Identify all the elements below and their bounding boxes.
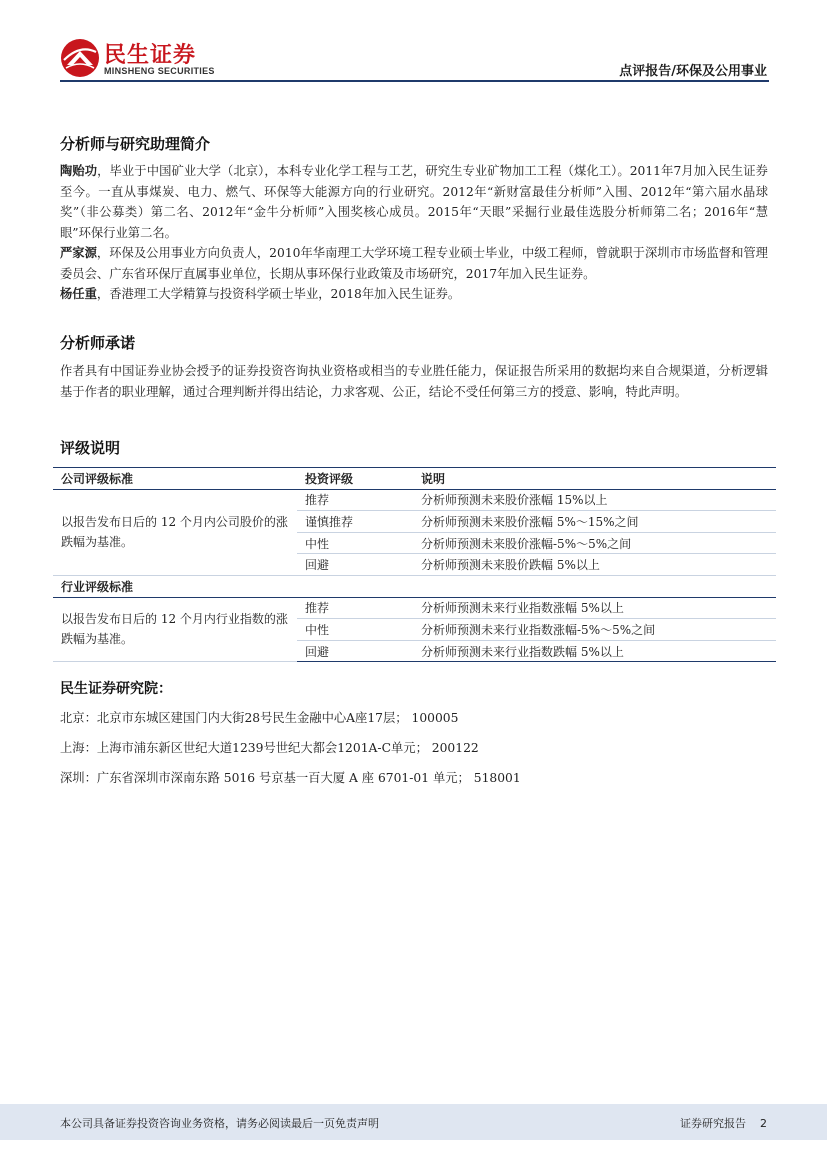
- analyst-text: ，香港理工大学精算与投资科学硕士毕业，2018年加入民生证券。: [96, 287, 461, 301]
- rating-cell: 推荐: [297, 489, 413, 511]
- analyst-bio: [60, 243, 768, 284]
- footer-doc-type: 证券研究报告: [680, 1117, 746, 1130]
- footer-right: [680, 1115, 767, 1131]
- blank-cell: [413, 575, 776, 597]
- page-number: 2: [760, 1117, 767, 1130]
- company-criteria-header: 公司评级标准: [53, 468, 297, 490]
- industry-basis: 以报告发布日后的 12 个月内行业指数的涨跌幅为基准。: [53, 597, 297, 662]
- commitment-paragraph: 作者具有中国证券业协会授予的证券投资咨询执业资格或相当的专业胜任能力，保证报告所采用的数据均来自合规渠道，分析逻辑基于作者的职业理解，通过合理判断并得出结论，力求客观、公正，结论不受任何第三方的授意、影响，特此声明。: [60, 364, 768, 399]
- rating-table: [53, 467, 776, 662]
- rating-cell: 推荐: [297, 597, 413, 619]
- description-header: 说明: [413, 468, 776, 490]
- analyst-bio: [60, 161, 768, 243]
- institute-title: 民生证券研究院：: [60, 681, 172, 697]
- address-shanghai: 上海：上海市浦东新区世纪大道1239号世纪大都会1201A-C单元； 200122: [60, 741, 479, 755]
- commitment-text: [60, 361, 768, 402]
- blank-cell: [297, 575, 413, 597]
- table-header-row: [53, 468, 776, 490]
- analysts-section-title: 分析师与研究助理简介: [60, 135, 211, 153]
- page-footer: [0, 1104, 827, 1140]
- analysts-bios: [60, 161, 768, 305]
- rating-cell: 回避: [297, 554, 413, 576]
- company-basis: 以报告发布日后的 12 个月内公司股价的涨跌幅为基准。: [53, 489, 297, 575]
- rating-cell: 回避: [297, 640, 413, 662]
- table-row: [53, 597, 776, 619]
- footer-disclaimer: 本公司具备证券投资咨询业务资格，请务必阅读最后一页免责声明: [60, 1117, 379, 1130]
- rating-desc: 分析师预测未来行业指数涨幅 5%以上: [413, 597, 776, 619]
- rating-cell: 中性: [297, 532, 413, 554]
- rating-section-title: 评级说明: [60, 439, 121, 457]
- analyst-text: ，毕业于中国矿业大学（北京），本科专业化学工程与工艺，研究生专业矿物加工工程（煤化工）。2011年7月加入民生证券至今。一直从事煤炭、电力、燃气、环保等大能源方向的行业研究。2012年“新财富最佳分析师”入围、2012年“第六届水晶球奖”（非公募类）第二名、2012年“金牛分析师”入围奖核心成员。2015年“天眼”采掘行业最佳选股分析师第二名；2016年“慧眼”环保行业第二名。: [60, 164, 768, 240]
- rating-desc: 分析师预测未来股价跌幅 5%以上: [413, 554, 776, 576]
- minsheng-logo-icon: [60, 38, 100, 78]
- rating-desc: 分析师预测未来股价涨幅 15%以上: [413, 489, 776, 511]
- header-divider: [60, 80, 769, 82]
- rating-cell: 谨慎推荐: [297, 511, 413, 533]
- analyst-bio: [60, 284, 768, 305]
- rating-header: 投资评级: [297, 468, 413, 490]
- industry-criteria-header: 行业评级标准: [53, 575, 297, 597]
- analyst-name: 杨任重: [60, 287, 97, 301]
- analyst-name: 严家源: [60, 246, 97, 260]
- rating-desc: 分析师预测未来行业指数跌幅 5%以上: [413, 640, 776, 662]
- table-row: [53, 489, 776, 511]
- rating-cell: 中性: [297, 619, 413, 641]
- commitment-section-title: 分析师承诺: [60, 334, 136, 352]
- rating-desc: 分析师预测未来股价涨幅 5%～15%之间: [413, 511, 776, 533]
- report-type: 点评报告/环保及公用事业: [619, 64, 767, 79]
- analyst-name: 陶贻功: [60, 164, 98, 178]
- analyst-text: ，环保及公用事业方向负责人，2010年华南理工大学环境工程专业硕士毕业，中级工程师，曾就职于深圳市市场监督和管理委员会、广东省环保厅直属事业单位，长期从事环保行业政策及市场研究，2017年加入民生证券。: [60, 246, 768, 281]
- rating-desc: 分析师预测未来行业指数涨幅-5%～5%之间: [413, 619, 776, 641]
- address-beijing: 北京：北京市东城区建国门内大街28号民生金融中心A座17层； 100005: [60, 711, 459, 725]
- industry-header-row: [53, 575, 776, 597]
- address-shenzhen: 深圳：广东省深圳市深南东路 5016 号京基一百大厦 A 座 6701-01 单元； 518001: [60, 771, 521, 785]
- logo-english-name: MINSHENG SECURITIES: [104, 66, 215, 76]
- logo-chinese-name: 民生证券: [104, 43, 197, 68]
- rating-desc: 分析师预测未来股价涨幅-5%～5%之间: [413, 532, 776, 554]
- page-header: [0, 0, 827, 90]
